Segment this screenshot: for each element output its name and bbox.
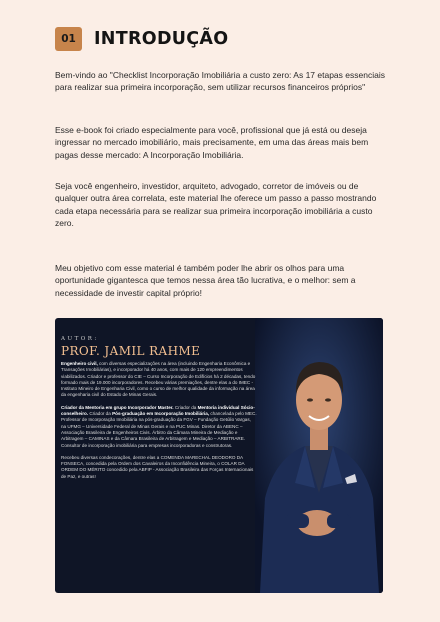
bio-highlight: Pós-graduação em Incorporação Imobiliária, [112, 411, 210, 417]
intro-paragraph-2: Esse e-book foi criado especialmente para você, profissional que já está ou deseja ingressar no mercado imobiliário, mais precisamente, em uma das áreas mais bem pagas desse mercado: A Incorporação Imobiliária. [55, 125, 369, 160]
author-bio-1 [61, 361, 257, 399]
author-card [55, 318, 383, 593]
bio-highlight: Mentoria individual Sócio-conselheiro. [61, 404, 255, 417]
author-name: PROF. JAMIL RAHME [61, 344, 201, 358]
author-portrait-illustration [255, 318, 383, 593]
section-title: INTRODUÇÃO [94, 29, 229, 49]
section-number-badge: 01 [55, 27, 82, 51]
author-bio-3: Recebeu diversas condecorações, dentre elas a COMENDA MARECHAL DEODORO DA FONSECA, concedida pela Ordem dos Cavaleiros da Inconfidência Mineira, o COLAR DA ORDEM DO MÉRITO concedido pela ABFIP - Associação Brasileira das Forças Internacionais de Paz, e outras! [61, 454, 254, 479]
bio-highlight: Engenheiro civil, [61, 361, 98, 366]
bio-text: com diversas especializações na área (incluindo Engenharia Econômica e Transações Imobiliárias), e incorporador há 40 anos, com mais de 120 empreendimentos viabilizados. Criador e professor do CIE – Curso Incorporação de Edifícios há 2 décadas, tendo formado mais de 19.000 incorporadores. Recebeu várias premiações, dentre elas a do IMEC - Instituto Mineiro de Engenharia Civil, como o curso de melhor qualidade da informação na área da engenharia civil do Estado de Minas Gerais. [61, 361, 256, 398]
intro-paragraph-3: Seja você engenheiro, investidor, arquiteto, advogado, corretor de imóveis ou de qualquer outra área correlata, este material lhe oferece um passo a passo mostrando cada etapa necessária para se realizar sua primeira incorporação imobiliária a custo zero. [55, 181, 377, 228]
author-bio-2 [61, 405, 257, 449]
bio-highlight: Criador da Mentoria em grupo Incorporador Master. [61, 404, 174, 410]
author-text [61, 326, 257, 486]
intro-paragraph-4: Meu objetivo com esse material é também poder lhe abrir os olhos para uma oportunidade gigantesca que temos nessa área tão lucrativa, e o melhor: sem a necessidade de investir capital próprio! [55, 263, 356, 298]
bio-text: Criador da [173, 404, 198, 410]
author-photo [255, 318, 383, 593]
bio-text: Criador da [88, 411, 113, 417]
author-label: AUTOR: [61, 336, 99, 342]
section-heading [55, 27, 228, 51]
intro-paragraph-1: Bem-vindo ao "Checklist Incorporação Imobiliária a custo zero: As 17 etapas essenciais para realizar sua primeira incorporação, sem utilizar recursos financeiros próprios" [55, 70, 385, 93]
bio-text: chancelada pelo MEC. Professor de Incorporação Imobiliária na pós-graduação da FGV – Fundação Getúlio Vargas, na UFMG – Universidade Federal de Minas Gerais e na PUC Minas. Diretor da ABENC – Associação Brasileira de Engenheiros Civis. Árbitro da Câmara Mineira de Mediação e Arbitragem – CAMINAS e da Câmara Brasileira de Arbitragem e Mediação – ARBITRARE. Consultor de incorporação imobiliária para empresas incorporadoras e construtoras. [61, 411, 257, 448]
